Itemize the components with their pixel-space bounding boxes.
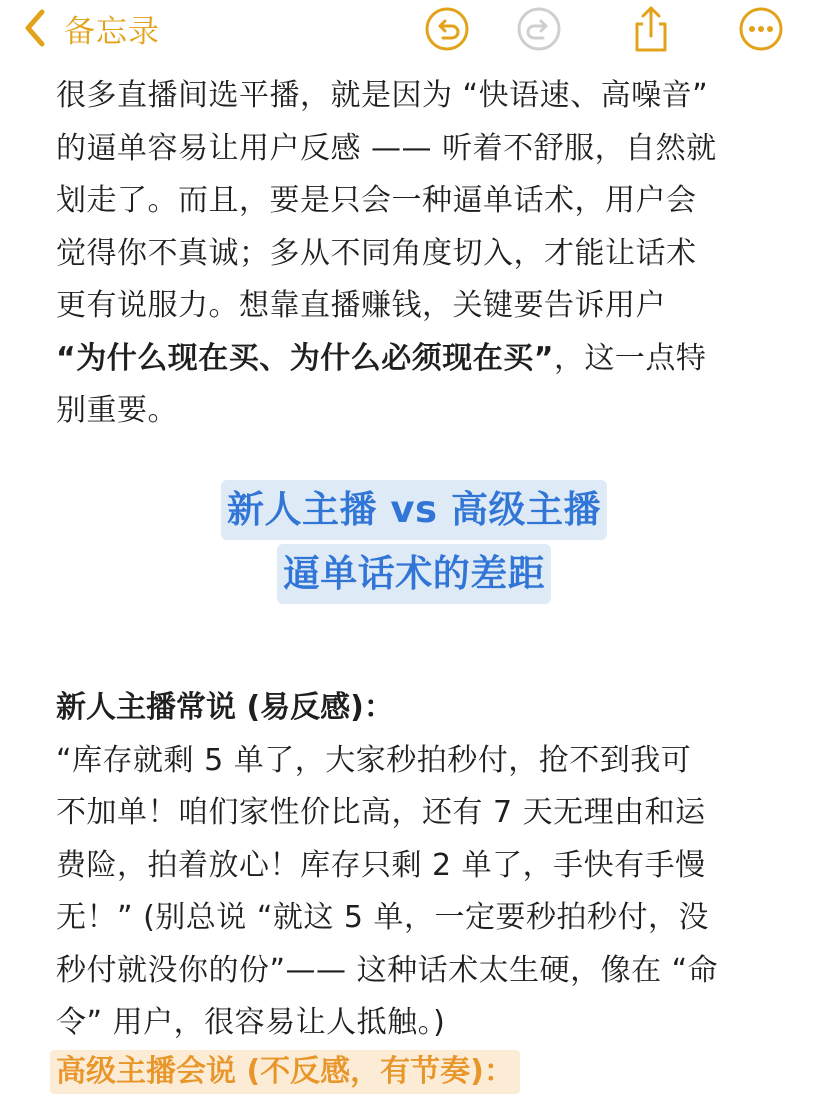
intro-line: 觉得你不真诚；多从不同角度切入，才能让话术 <box>56 235 697 271</box>
intro-line: 更有说服力。想靠直播赚钱，关键要告诉用户 <box>56 288 666 323</box>
novice-line: 令” 用户，很容易让人抵触。) <box>56 1005 446 1040</box>
chevron-left-icon <box>20 6 56 50</box>
novice-line: 费险，拍着放心！库存只剩 2 单了，手快有手慢 <box>56 847 706 883</box>
note-body-comparison[interactable] <box>56 682 776 1094</box>
redo-icon[interactable] <box>514 4 564 54</box>
novice-line: 秒付就没你的份”—— 这种话术太生硬，像在 “命 <box>56 952 719 988</box>
more-icon[interactable] <box>736 4 786 54</box>
novice-line: 无！” (别总说 “就这 5 单，一定要秒拍秒付，没 <box>56 900 710 935</box>
intro-line-rest: ，这一点特 <box>553 340 707 376</box>
novice-line: 不加单！咱们家性价比高，还有 7 天无理由和运 <box>56 795 706 830</box>
back-button-label: 备忘录 <box>64 13 160 50</box>
back-button[interactable] <box>20 6 160 50</box>
novice-label: 新人主播常说 (易反感)： <box>56 690 394 725</box>
heading-line-2: 逼单话术的差距 <box>277 544 552 604</box>
undo-icon[interactable] <box>422 4 472 54</box>
intro-line: 划走了。而且，要是只会一种逼单话术，用户会 <box>56 183 697 218</box>
intro-line <box>56 333 776 386</box>
share-icon[interactable] <box>626 4 676 54</box>
intro-emphasis: “为什么现在买、为什么必须现在买” <box>56 340 554 376</box>
intro-line: 很多直播间选平播，就是因为 “快语速、高噪音” <box>56 78 709 113</box>
notes-toolbar <box>0 0 828 62</box>
senior-label: 高级主播会说 (不反感，有节奏)： <box>50 1050 520 1094</box>
intro-line: 别重要。 <box>56 393 178 428</box>
novice-line: “库存就剩 5 单了，大家秒拍秒付，抢不到我可 <box>56 742 692 778</box>
note-body-intro[interactable] <box>56 70 776 438</box>
section-heading <box>0 480 828 604</box>
heading-line-1: 新人主播 vs 高级主播 <box>221 480 607 540</box>
intro-line: 的逼单容易让用户反感 —— 听着不舒服，自然就 <box>56 130 717 166</box>
